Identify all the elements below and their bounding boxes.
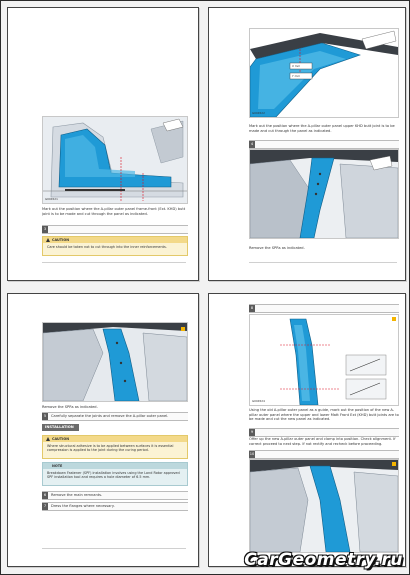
note-header [43, 463, 187, 469]
manual-page-3 [7, 293, 199, 567]
figure-a-pillar-removed [42, 322, 188, 402]
figure-a-pillar-upper-cut [249, 28, 399, 118]
step-row-3 [42, 225, 188, 234]
step-number: 4 [250, 142, 254, 146]
dimension-label-1: X mm [292, 64, 301, 68]
manual-page-1 [7, 7, 199, 281]
a-pillar-spr-illustration [250, 150, 398, 238]
figure-id: G004521 [45, 197, 58, 202]
caution-text: Care should be taken not to cut through into the inner reinforcements. [47, 245, 167, 249]
step-row-6 [42, 491, 188, 500]
step-row-9 [249, 428, 399, 437]
footer-rule [42, 262, 186, 263]
step-number: 10 [249, 452, 255, 456]
figure-id: G004524 [252, 399, 265, 404]
step-row-10 [249, 450, 399, 459]
step-number: 3 [43, 227, 47, 231]
figure-a-pillar-spr [249, 149, 399, 239]
step-row-8 [249, 304, 399, 313]
step-caption: Remove the SPRs as indicated. [249, 246, 305, 250]
caution-box [42, 236, 188, 256]
fit-new-panel-illustration [250, 460, 398, 552]
instruction-paragraph: Mark out the position where the A-pillar outer panel upper KHD butt joint is to be made and cut through the panel as indicated. [249, 124, 395, 133]
step-text: Remove the main remnants. [51, 493, 103, 497]
watermark-logo: CarGeometry.ru [244, 550, 403, 570]
warning-icon [46, 238, 50, 242]
a-pillar-upper-illustration [250, 29, 398, 117]
figure-id: G004522 [252, 111, 265, 116]
caution-text: Where structural adhesive is to be applied between surfaces it is essential compression is applied to the joint during the curing period. [47, 444, 174, 453]
caution-label: CAUTION [52, 437, 70, 441]
a-pillar-lower-illustration [43, 117, 187, 203]
caution-label: CAUTION [52, 238, 70, 242]
step-number: 7 [43, 504, 47, 508]
footer-rule [249, 262, 397, 263]
new-a-pillar-illustration [250, 315, 398, 405]
manual-page-2 [208, 7, 406, 281]
figure-new-a-pillar [249, 314, 399, 406]
step-row-7 [42, 502, 188, 511]
warning-icon [46, 437, 50, 441]
note-label: NOTE [52, 464, 63, 468]
step-row-4 [249, 140, 399, 149]
footer-rule [42, 548, 186, 549]
step-text: Carefully separate the joints and remove the A-pillar outer panel. [51, 414, 169, 418]
caution-box [42, 435, 188, 459]
manual-page-4 [208, 293, 406, 567]
step-number: 8 [250, 306, 254, 310]
section-heading: INSTALLATION [42, 424, 79, 431]
figure-a-pillar-lower-cut [42, 116, 188, 204]
dimension-label-2: Y mm [292, 74, 301, 78]
step-row-5 [42, 412, 188, 421]
step-text: Dress the flanges where necessary. [51, 504, 115, 508]
instruction-paragraph: Mark out the position where the A-pillar outer panel frame-front (Ext. KHD) butt joint is to be made and cut through the panel as indicated. [42, 207, 186, 216]
instruction-paragraph: Using the old A-pillar outer panel as a guide, mark out the position of the new A-pillar outer panel where the upper and lower Matt Front Ext (KHD) butt joints are to be made and cut the new panel as indicated. [249, 408, 399, 422]
step-number: 6 [43, 493, 47, 497]
step-caption: Remove the SPRs as indicated. [42, 405, 98, 409]
note-text: Breakdown Fastener (SPF) installation involves using the Lond Rotor approved SPF installation tool and requires a hole diameter of 6.5 mm. [47, 471, 180, 480]
note-box [42, 462, 188, 486]
step-number: 5 [43, 414, 47, 418]
a-pillar-removed-illustration [43, 323, 187, 401]
step-number: 9 [250, 430, 254, 434]
instruction-paragraph-2: Offer up the new A-pillar outer panel and clamp into position. Check alignment. If correct proceed to next step. If not rectify and recheck before proceeding. [249, 437, 396, 446]
figure-fit-new-panel [249, 459, 399, 553]
